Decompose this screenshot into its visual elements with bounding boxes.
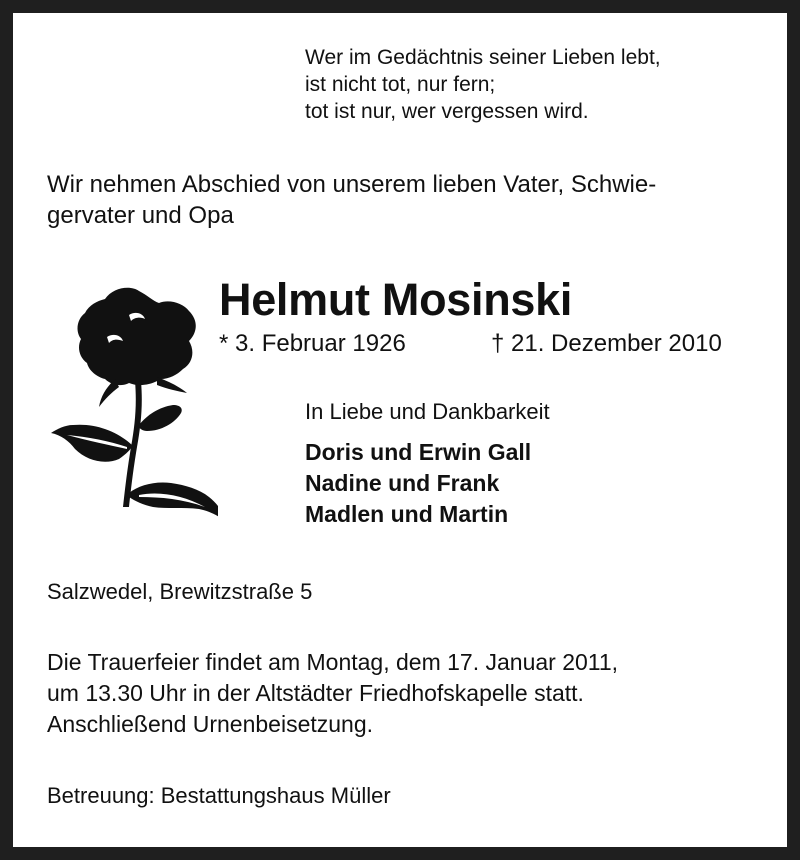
- mourner-name: Doris und Erwin Gall: [305, 439, 532, 465]
- mourner-name: Nadine und Frank: [305, 470, 500, 496]
- funeral-home: Betreuung: Bestattungshaus Müller: [47, 783, 391, 808]
- rose-leaf-right: [129, 482, 218, 521]
- poem-line-1: Wer im Gedächtnis seiner Lieben lebt,: [305, 46, 661, 69]
- rose-icon: [43, 275, 218, 523]
- funeral-line-3: Anschließend Urnenbeisetzung.: [47, 711, 374, 737]
- poem-line-2: ist nicht tot, nur fern;: [305, 73, 496, 96]
- birth-date: * 3. Februar 1926: [219, 330, 406, 357]
- rose-leaf-left: [51, 425, 132, 462]
- funeral-line-2: um 13.30 Uhr in der Altstädter Friedhofskapelle statt.: [47, 680, 584, 706]
- farewell-intro: [47, 169, 656, 231]
- funeral-line-1: Die Trauerfeier findet am Montag, dem 17. Januar 2011,: [47, 649, 619, 675]
- mourners-intro: In Liebe und Dankbarkeit: [305, 399, 550, 424]
- rose-sepal-left: [99, 379, 119, 407]
- poem-quote: [305, 44, 661, 125]
- address: Salzwedel, Brewitzstraße 5: [47, 579, 313, 604]
- farewell-intro-line-1: Wir nehmen Abschied von unserem lieben Vater, Schwie-: [47, 171, 657, 198]
- rose-leaf-small: [139, 405, 182, 431]
- mourner-name: Madlen und Martin: [305, 501, 509, 527]
- mourners-list: [305, 437, 531, 530]
- funeral-details: [47, 647, 618, 740]
- poem-line-3: tot ist nur, wer vergessen wird.: [305, 100, 589, 123]
- rose-blossom: [78, 288, 196, 385]
- deceased-name: Helmut Mosinski: [219, 274, 573, 325]
- death-date: † 21. Dezember 2010: [491, 330, 722, 357]
- farewell-intro-line-2: gervater und Opa: [47, 202, 234, 229]
- rose-sepal-right: [157, 377, 187, 393]
